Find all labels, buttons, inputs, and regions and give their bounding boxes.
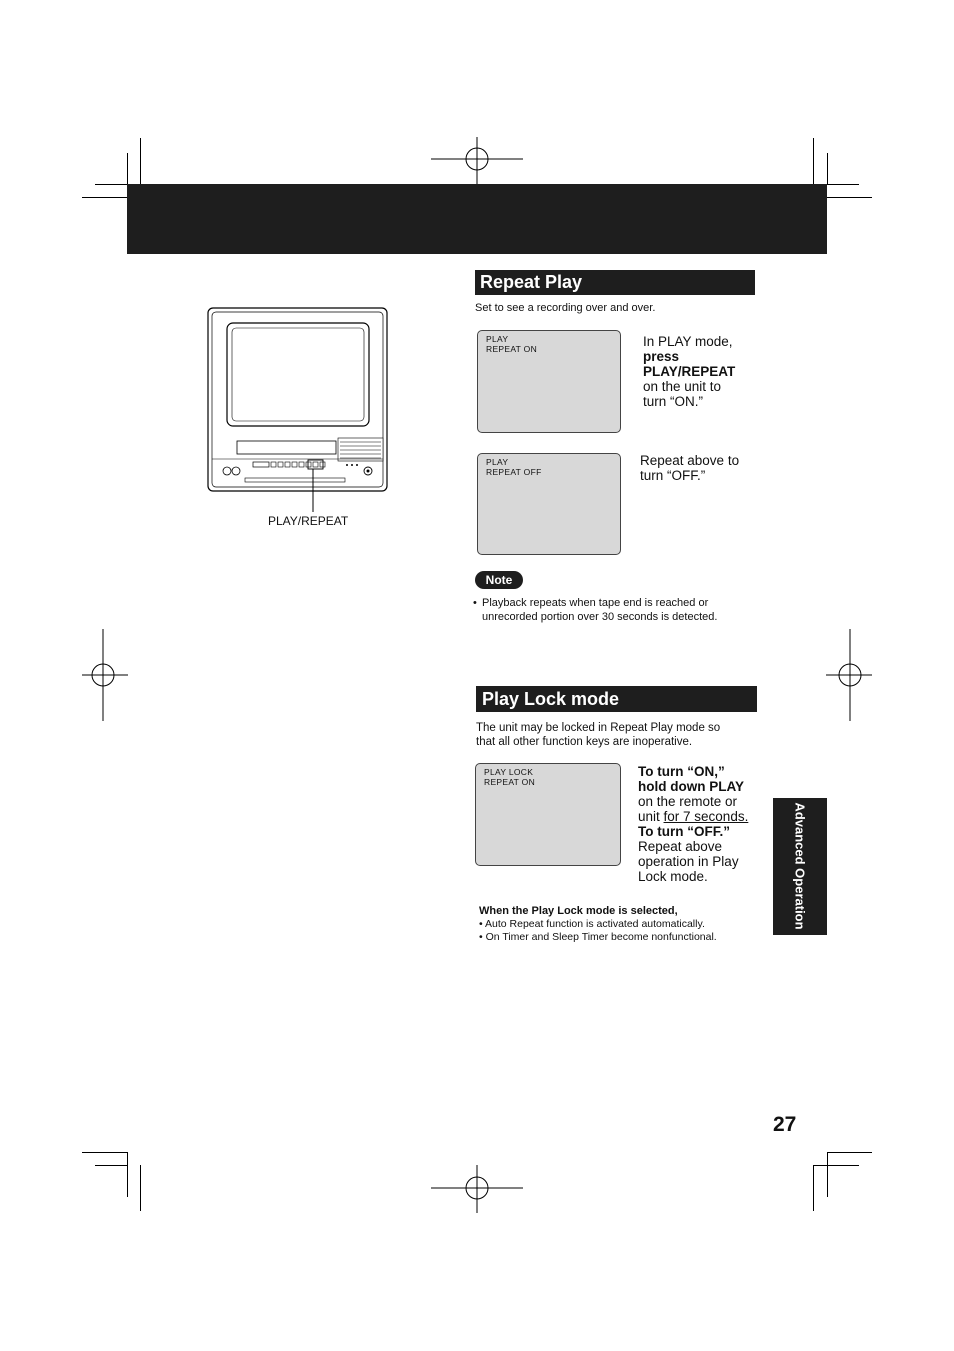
crop-mark [127, 153, 128, 184]
instruction-underlined: for 7 seconds. [663, 809, 749, 824]
play-lock-when-list [479, 918, 717, 943]
side-tab [773, 798, 827, 935]
instruction-line-bold: press [643, 349, 680, 364]
screen-line: PLAY [486, 334, 509, 344]
instruction-line: Lock mode. [638, 869, 708, 884]
registration-mark-top [431, 137, 523, 185]
instruction-line: on the remote or [638, 794, 738, 809]
crop-mark [827, 184, 859, 185]
note-text [482, 597, 717, 624]
instruction-line: operation in Play [638, 854, 739, 869]
crop-mark [140, 1165, 141, 1211]
instruction-line: In PLAY mode, [643, 334, 733, 349]
list-item: • Auto Repeat function is activated automatically. [479, 918, 705, 930]
instruction-line [638, 809, 748, 824]
play-repeat-label: PLAY/REPEAT [268, 514, 349, 528]
crop-mark [827, 1152, 828, 1197]
instruction-line-bold: To turn “ON,” [638, 764, 725, 779]
list-item: • On Timer and Sleep Timer become nonfunctional. [479, 930, 717, 943]
crop-mark [813, 1165, 814, 1211]
play-lock-intro [476, 722, 720, 749]
instruction-repeat-off [640, 453, 739, 483]
crop-mark [127, 1152, 128, 1197]
registration-mark-right [826, 629, 872, 721]
note-line: Playback repeats when tape end is reached or [482, 597, 709, 609]
crop-mark [827, 1152, 872, 1153]
intro-line: that all other function keys are inoperative. [476, 735, 693, 748]
note-line: unrecorded portion over 30 seconds is detected. [482, 610, 718, 623]
crop-mark [827, 197, 872, 198]
page-number: 27 [773, 1113, 797, 1136]
instruction-line: turn “OFF.” [640, 468, 706, 483]
crop-mark [827, 153, 828, 184]
instruction-line: on the unit to [643, 379, 722, 394]
instruction-line-bold: hold down PLAY [638, 779, 744, 794]
screen-line: PLAY LOCK [484, 767, 534, 777]
note-bullet: • [473, 597, 477, 609]
crop-mark [82, 1152, 127, 1153]
note-badge: Note [475, 571, 523, 589]
screen-line: PLAY [486, 457, 509, 467]
screen-repeat-off [477, 453, 621, 555]
repeat-play-intro: Set to see a recording over and over. [475, 302, 656, 314]
crop-mark [813, 138, 814, 184]
registration-mark-left [82, 629, 128, 721]
play-lock-when-title: When the Play Lock mode is selected, [479, 905, 678, 917]
screen-repeat-on [477, 330, 621, 433]
crop-mark [140, 138, 141, 184]
instruction-play-lock [638, 764, 748, 884]
registration-mark-bottom [431, 1165, 523, 1213]
instruction-line: Repeat above [638, 839, 723, 854]
section-title-play-lock: Play Lock mode [476, 686, 757, 712]
screen-line: REPEAT ON [486, 343, 538, 354]
screen-play-lock [475, 763, 621, 866]
instruction-line-bold: PLAY/REPEAT [643, 364, 736, 379]
section-title-repeat-play: Repeat Play [475, 270, 755, 295]
instruction-line: Repeat above to [640, 453, 740, 468]
crop-mark [813, 1165, 859, 1166]
screen-line: REPEAT OFF [486, 466, 542, 477]
header-bar [127, 184, 827, 254]
crop-mark [82, 197, 127, 198]
tv-vcr-illustration [205, 305, 390, 515]
intro-line: The unit may be locked in Repeat Play mode so [476, 722, 721, 734]
instruction-text: unit [638, 809, 664, 824]
crop-mark [95, 1165, 127, 1166]
crop-mark [95, 184, 127, 185]
instruction-line: turn “ON.” [643, 394, 704, 409]
instruction-line-bold: To turn “OFF.” [638, 824, 730, 839]
screen-line: REPEAT ON [484, 776, 536, 787]
side-tab-label: Advanced Operation [792, 802, 808, 930]
instruction-repeat-on [643, 334, 735, 409]
